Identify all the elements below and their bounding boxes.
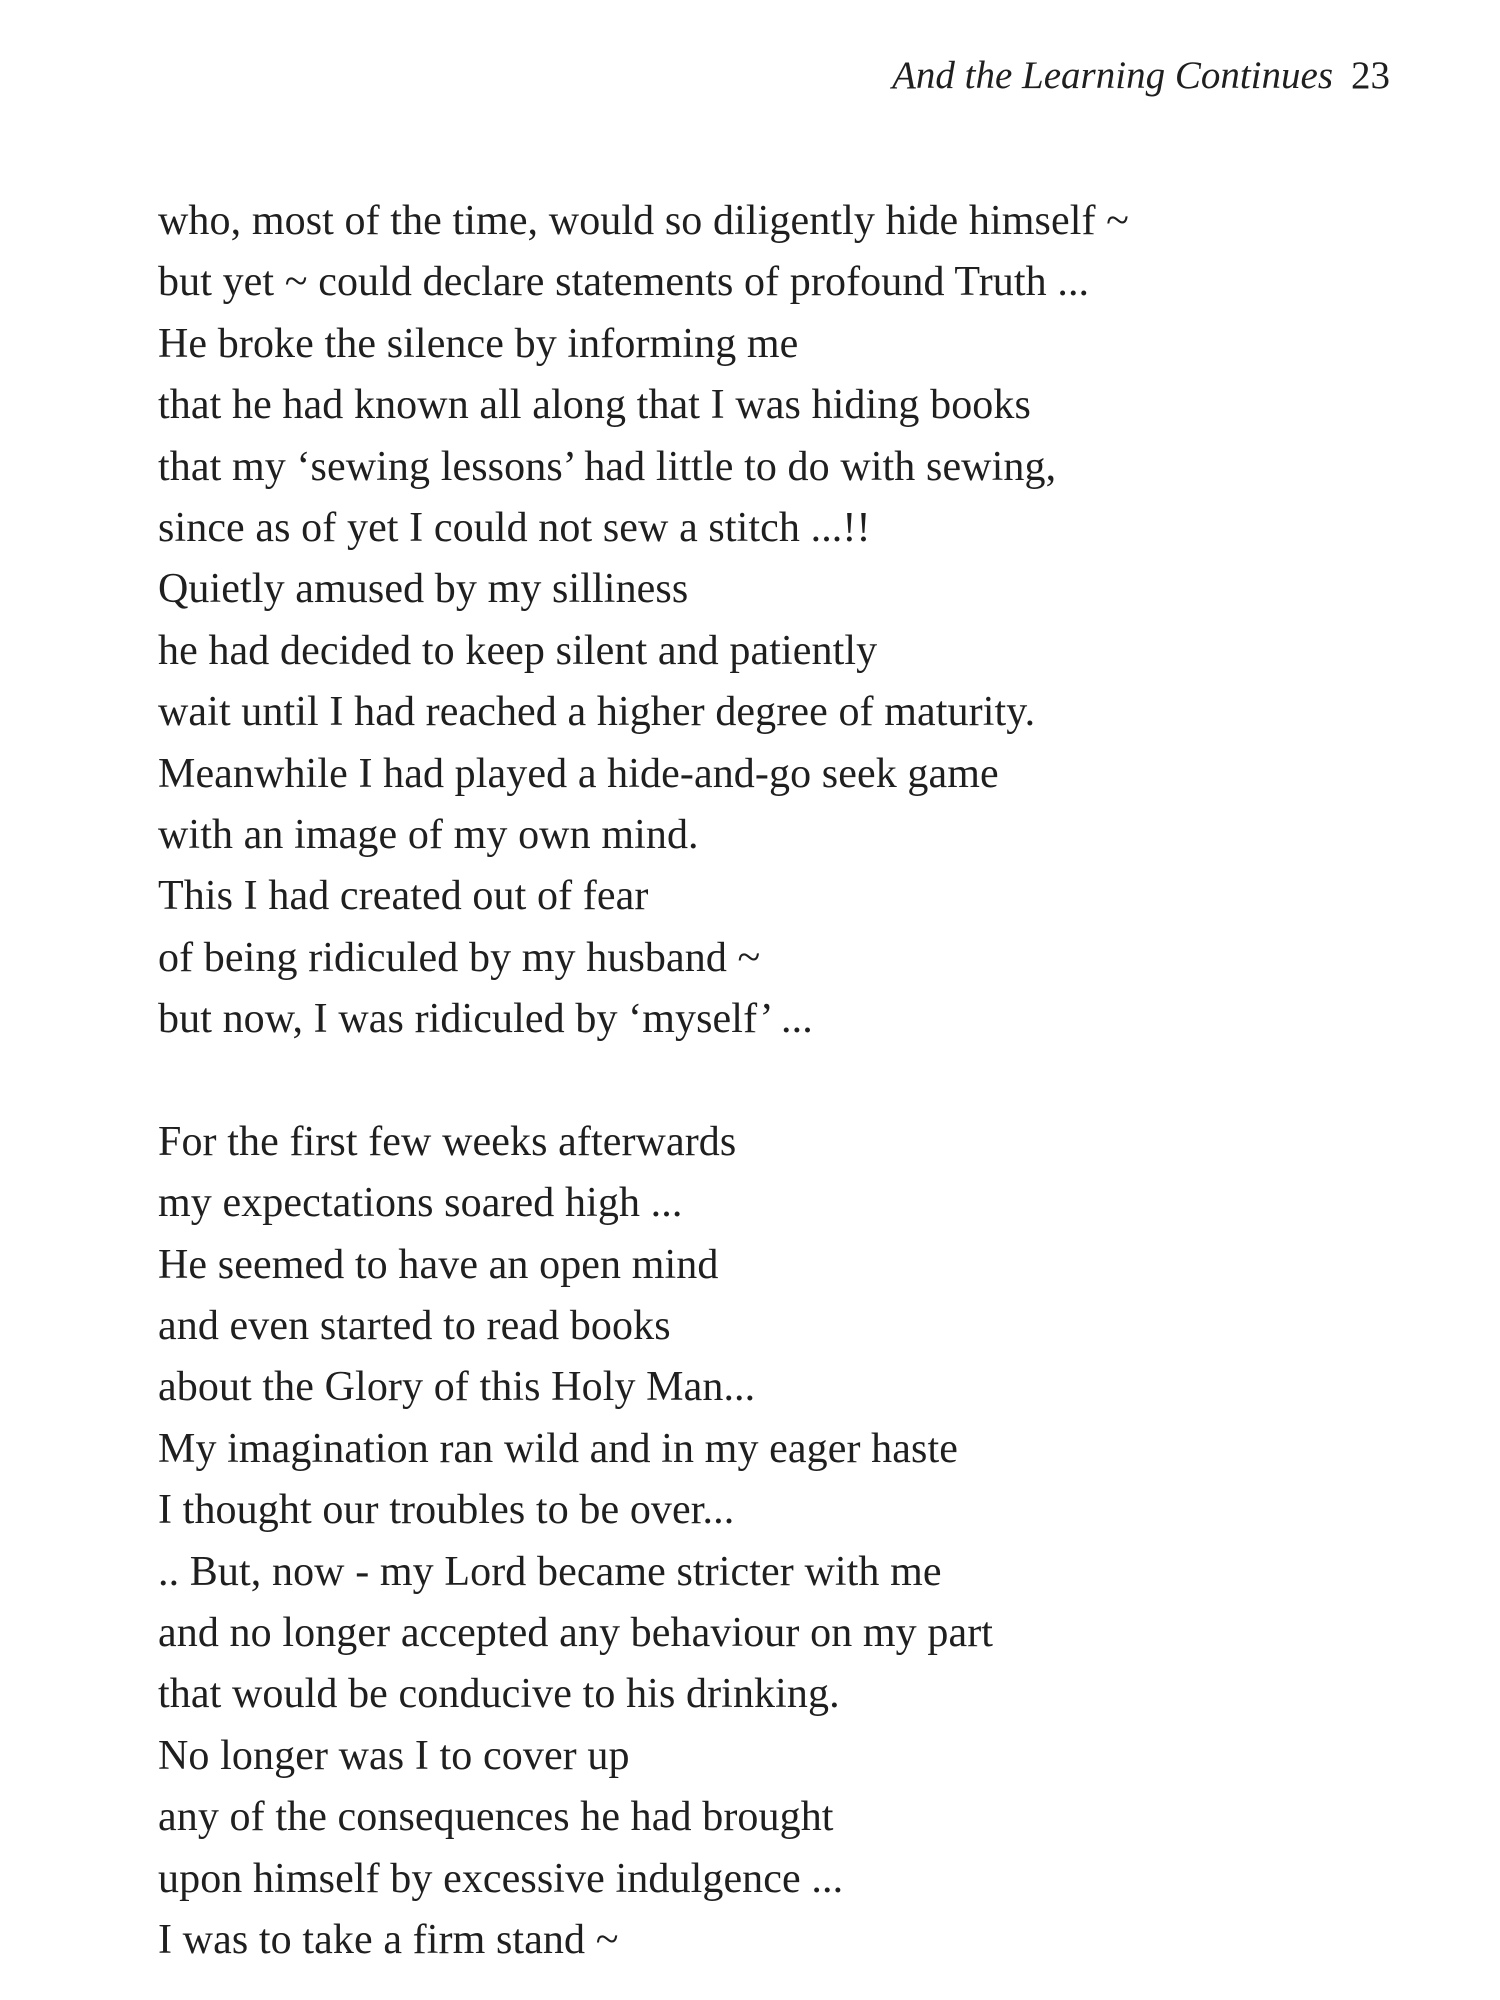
text-line: with an image of my own mind. [158,812,699,859]
body-text [158,191,1398,1971]
text-line: wait until I had reached a higher degree of maturity. [158,689,1036,736]
text-line: that my ‘sewing lessons’ had little to do with sewing, [158,443,1057,490]
text-line: who, most of the time, would so diligently hide himself ~ [158,198,1130,244]
text-line: For the first few weeks afterwards [158,1118,737,1165]
text-line: I thought our troubles to be over... [158,1487,735,1534]
text-line: .. But, now - my Lord became stricter with me [158,1548,942,1595]
text-line: of being ridiculed by my husband ~ [158,934,761,981]
text-line: No longer was I to cover up [158,1732,630,1779]
text-line: my expectations soared high ... [158,1180,683,1227]
text-line: about the Glory of this Holy Man... [158,1364,756,1411]
text-line: he had decided to keep silent and patiently [158,627,878,674]
text-line: upon himself by excessive indulgence ... [158,1855,844,1902]
text-line: any of the consequences he had brought [158,1794,834,1841]
text-line: Quietly amused by my silliness [158,566,689,613]
running-title: And the Learning Continues [892,54,1333,97]
text-line: He broke the silence by informing me [158,320,799,367]
text-line: that he had known all along that I was hiding books [158,382,1031,429]
text-line: I was to take a firm stand ~ [158,1916,619,1963]
text-line: but now, I was ridiculed by ‘myself’ ... [158,996,813,1043]
text-line: He seemed to have an open mind [158,1241,719,1288]
text-line: My imagination ran wild and in my eager haste [158,1425,958,1472]
text-line: since as of yet I could not sew a stitch ...!! [158,505,871,552]
text-line: that would be conducive to his drinking. [158,1671,840,1718]
running-head [892,46,1390,106]
stanza-2 [158,1112,1398,1972]
stanza-1 [158,191,1398,1051]
text-line: and no longer accepted any behaviour on my part [158,1609,994,1656]
text-line: but yet ~ could declare statements of profound Truth ... [158,259,1090,306]
text-line: and even started to read books [158,1302,671,1349]
text-line: Meanwhile I had played a hide-and-go seek game [158,750,999,797]
text-line: This I had created out of fear [158,873,649,920]
page-number: 23 [1351,54,1390,97]
